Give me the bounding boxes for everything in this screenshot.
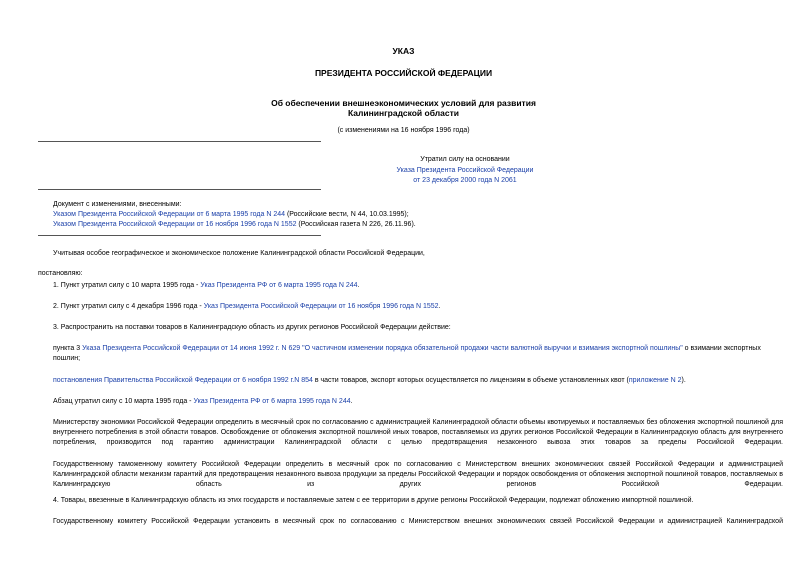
- item-2-link[interactable]: Указ Президента Российской Федерации от 16 ноября 1996 года N 1552: [203, 303, 439, 310]
- item-2-text: 2. Пункт утратил силу с 4 декабря 1996 года -: [53, 303, 204, 310]
- change-link-2[interactable]: Указом Президента Российской Федерации от 16 ноября 1996 года N 1552: [53, 221, 297, 228]
- ministry-paragraph: Министерству экономики Российской Федерации определить в месячный срок по согласованию с администрацией Калининградской области объемы квотируемых и поставляемых без обложения экспортной пошлиной для внутреннего потребления в этой области товаров. Освобождение от обложения экспортной пошлиной иных товаров, поставляемых из других регионов Российской Федерации в Калининградскую область для внутреннего потребления, производится под гарантию администрации Калининградской области с целью предотвращения незаконного вывоза этих товаров за пределы Российской Федерации.: [53, 419, 783, 446]
- divider: [38, 235, 321, 236]
- item-3c-text: Абзац утратил силу с 10 марта 1995 года -: [53, 398, 194, 405]
- amendment-note: (с изменениями на 16 ноября 1996 года): [337, 127, 470, 134]
- item-1: [38, 281, 783, 291]
- appendix-link[interactable]: приложение N 2: [628, 377, 682, 384]
- change-link-1[interactable]: Указом Президента Российской Федерации от 6 марта 1995 года N 244: [53, 211, 285, 218]
- item-3c-end: .: [350, 398, 353, 405]
- item-1-link[interactable]: Указ Президента РФ от 6 марта 1995 года N 244: [200, 282, 358, 289]
- change-source-1: (Российские вести, N 44, 10.03.1995);: [285, 211, 409, 218]
- item-3b-end: ).: [681, 377, 686, 384]
- changes-intro: Документ с изменениями, внесенными:: [53, 201, 182, 208]
- revocation-link-date[interactable]: [413, 177, 516, 184]
- doc-subject: [0, 98, 807, 118]
- item-1-end: .: [357, 282, 360, 289]
- item-3c: [38, 397, 783, 407]
- divider: [38, 189, 321, 190]
- doc-issuer: ПРЕЗИДЕНТА РОССИЙСКОЙ ФЕДЕРАЦИИ: [314, 68, 493, 78]
- last-paragraph: Государственному комитету Российской Федерации установить в месячный срок по согласованию с Министерством внешних экономических связей Российской Федерации и администрацией Калининградской: [53, 518, 783, 525]
- item-2: [38, 302, 783, 312]
- customs-paragraph: Государственному таможенному комитету Российской Федерации определить в месячный срок по согласованию с Министерством внешних экономических связей Российской Федерации и администрацией Калининградской области механизм гарантий для предотвращения незаконного вывоза продукции за пределы Российской Федерации и порядок освобождения от обложения экспортной пошлиной товаров, поставляемых в Калининградскую область из других регионов Российской Федерации.: [53, 461, 783, 488]
- item-3: 3. Распространить на поставки товаров в Калининградскую область из других регионов Российской Федерации действие:: [53, 324, 451, 331]
- revocation-note: [200, 155, 580, 187]
- item-1-text: 1. Пункт утратил силу с 10 марта 1995 года -: [53, 282, 201, 289]
- revocation-link-line1: Указа Президента Российской Федерации: [396, 166, 534, 174]
- revocation-link-line2: от 23 декабря 2000 года N 2061: [413, 177, 517, 184]
- item-3b-link[interactable]: постановления Правительства Российской Федерации от 6 ноября 1992 г.N 854: [53, 377, 313, 384]
- item-4: 4. Товары, ввезенные в Калининградскую область из этих государств и поставляемые затем с ее территории в другие регионы Российской Федерации, подлежат обложению импортной пошлиной.: [53, 497, 694, 504]
- item-3a-tail: о взимании экспортных пошлин;: [53, 345, 761, 362]
- item-3a-link[interactable]: Указа Президента Российской Федерации от 14 июня 1992 г. N 629 "О частичном изменении порядка обязательной продажи части валютной выручки и взимания экспортной пошлины": [82, 345, 683, 352]
- doc-subject-line2: Калининградской области: [347, 108, 459, 118]
- doc-title: УКАЗ: [392, 46, 415, 56]
- item-2-end: .: [438, 303, 441, 310]
- change-source-2: (Российская газета N 226, 26.11.96).: [296, 221, 416, 228]
- revocation-link[interactable]: [397, 167, 534, 174]
- revocation-text: Утратил силу на основании: [420, 156, 510, 163]
- decree-word: постановляю:: [38, 270, 83, 277]
- item-3b: [38, 376, 783, 386]
- divider: [38, 141, 321, 142]
- item-3b-mid: в части товаров, экспорт которых осуществляется по лицензиям в объеме установленных квот (: [312, 377, 629, 384]
- preamble: Учитывая особое географическое и экономическое положение Калининградской области Российской Федерации,: [53, 250, 425, 257]
- changes-block: [38, 200, 768, 230]
- item-3a-pre: пункта 3: [53, 345, 83, 352]
- item-3a: [38, 344, 783, 364]
- item-3c-link[interactable]: Указ Президента РФ от 6 марта 1995 года N 244: [193, 398, 351, 405]
- doc-subject-line1: Об обеспечении внешнеэкономических условий для развития: [271, 98, 536, 108]
